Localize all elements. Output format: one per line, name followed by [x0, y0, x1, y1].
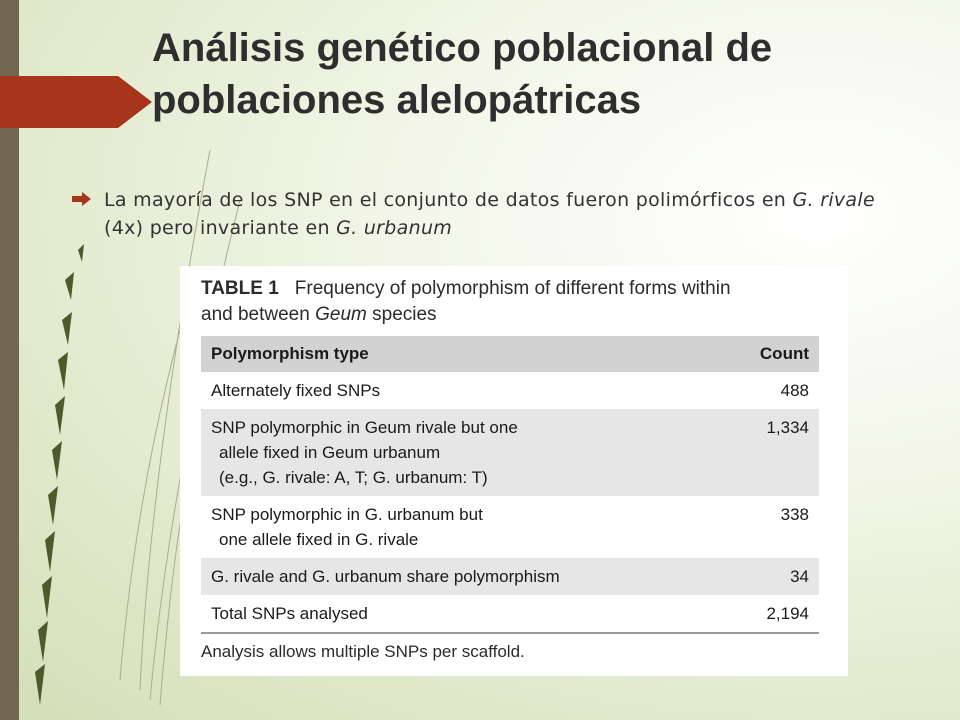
bullet-species-2: G. urbanum	[336, 217, 453, 239]
row-line: (e.g., G. rivale: A, T; G. urbanum: T)	[219, 468, 488, 487]
row-line: SNP polymorphic in Geum rivale but one	[211, 418, 518, 437]
table-footnote: Analysis allows multiple SNPs per scaffold.	[201, 642, 525, 661]
header-count: Count	[721, 336, 819, 372]
bullet-text-part2: (4x) pero invariante en	[104, 217, 337, 239]
row-line: one allele fixed in G. rivale	[219, 530, 419, 549]
row-line: allele fixed in Geum urbanum	[219, 443, 441, 462]
header-polymorphism-type: Polymorphism type	[201, 336, 721, 372]
slide-title	[152, 22, 932, 126]
title-line-2: poblaciones alelopátricas	[152, 78, 642, 122]
table-row-total	[201, 595, 819, 633]
table-row	[201, 409, 819, 496]
table-row	[201, 558, 819, 595]
row-type-cell	[201, 558, 721, 595]
table-row	[201, 496, 819, 558]
row-type-cell	[201, 595, 721, 633]
bullet-text	[104, 186, 912, 242]
bullet-item	[72, 186, 912, 242]
row-count-cell: 34	[721, 558, 819, 595]
caption-genus: Geum	[315, 304, 367, 325]
caption-line-1: Frequency of polymorphism of different forms within	[294, 278, 731, 299]
table-header-row	[201, 336, 819, 372]
row-line: Alternately fixed SNPs	[211, 381, 381, 400]
row-type-cell	[201, 372, 721, 409]
bullet-species-1: G. rivale	[792, 189, 875, 211]
table-label: TABLE 1	[201, 278, 279, 299]
table-figure	[180, 266, 848, 676]
row-type-cell	[201, 409, 721, 496]
table-caption	[201, 276, 821, 328]
bullet-text-part1: La mayoría de los SNP en el conjunto de datos fueron polimórficos en	[104, 189, 793, 211]
caption-line-2-suffix: species	[366, 304, 437, 325]
row-line: G. rivale and G. urbanum share polymorphism	[211, 567, 560, 586]
title-line-1: Análisis genético poblacional de	[152, 26, 773, 70]
row-line: Total SNPs analysed	[211, 604, 368, 623]
row-line: SNP polymorphic in G. urbanum but	[211, 505, 483, 524]
row-count-cell: 1,334	[721, 409, 819, 496]
row-count-cell: 488	[780, 381, 809, 400]
row-count-cell: 338	[780, 505, 809, 524]
arrow-bullet-icon	[72, 192, 92, 206]
row-type-cell	[201, 496, 721, 558]
polymorphism-table	[201, 336, 819, 634]
caption-line-2-prefix: and between	[201, 304, 316, 325]
table-row	[201, 372, 819, 409]
row-count-cell: 2,194	[766, 604, 809, 623]
